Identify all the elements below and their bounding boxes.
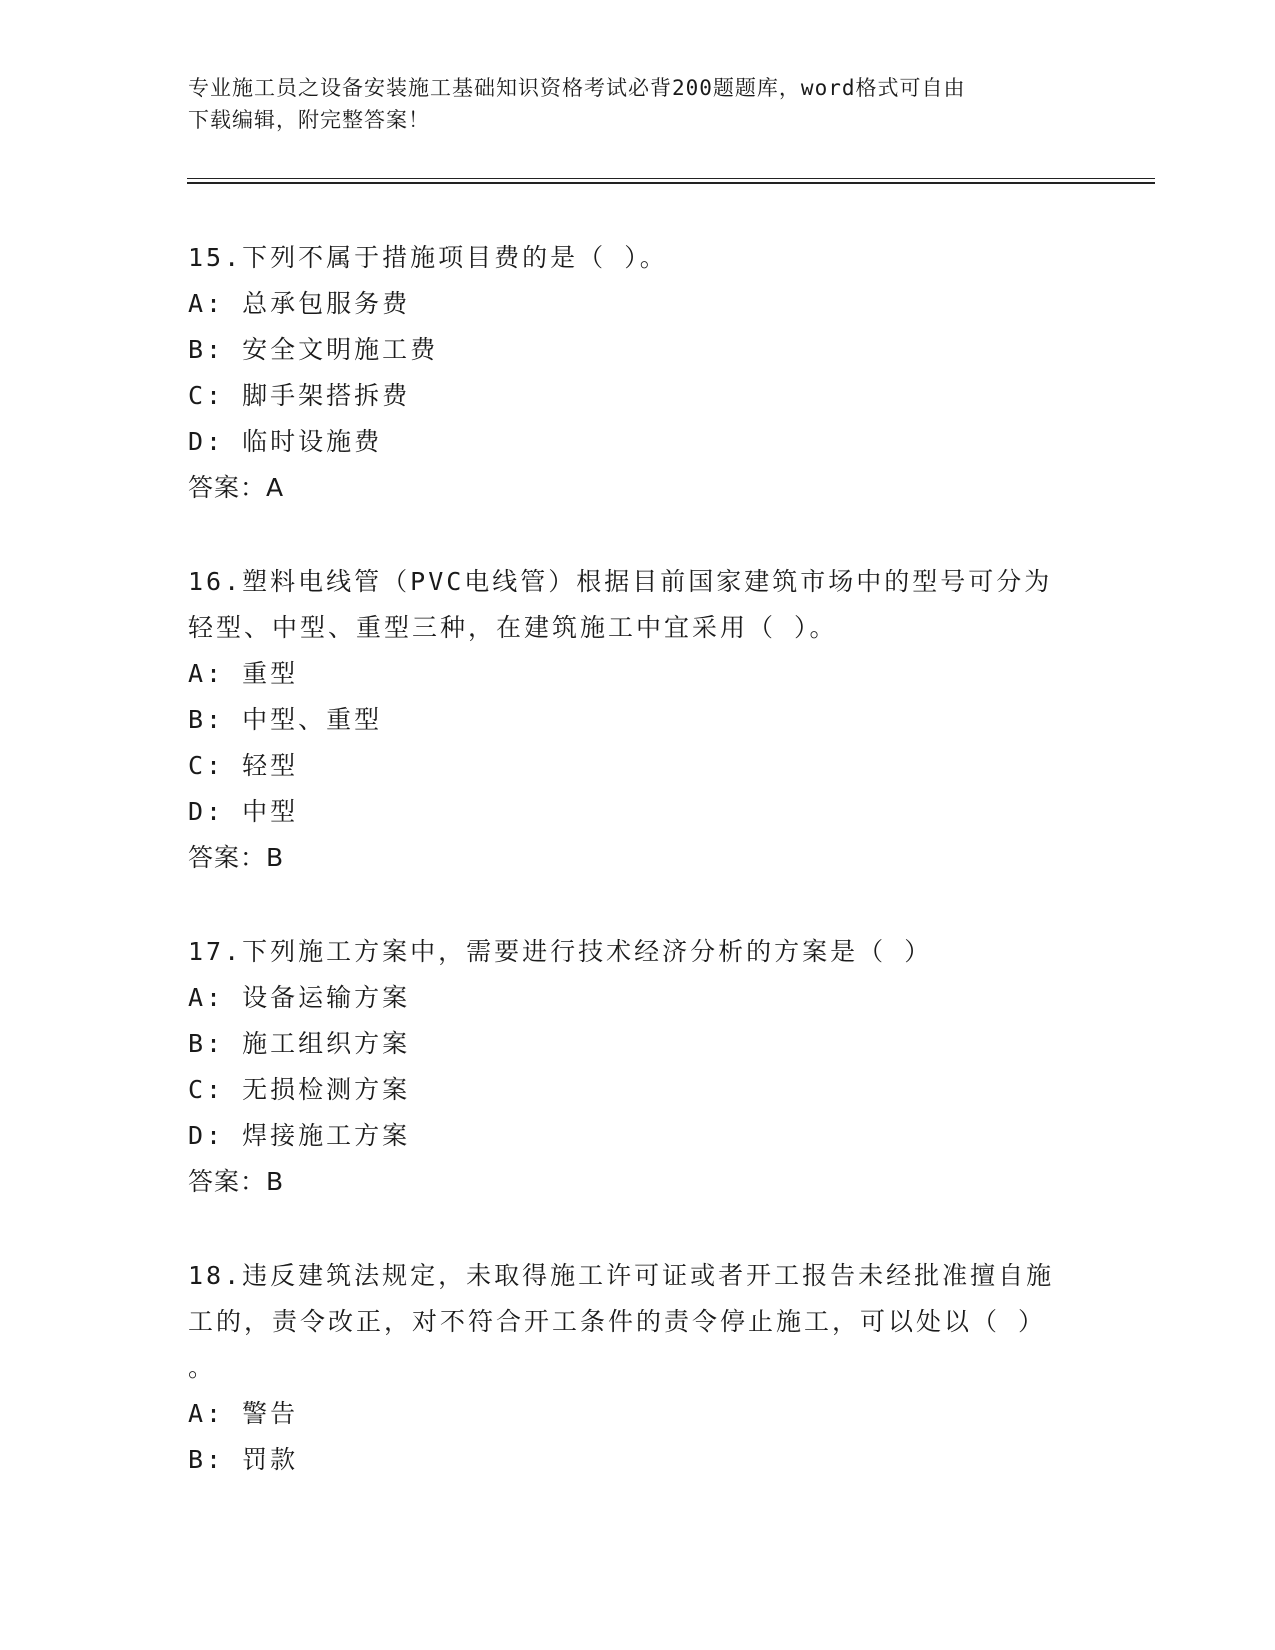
option-d: D: 临时设施费: [188, 427, 383, 456]
header-line-2: 下载编辑，附完整答案！: [188, 108, 430, 132]
header-divider-thin: [187, 178, 1155, 179]
option-b: B: 安全文明施工费: [188, 335, 439, 364]
question-stem-line-1: 16.塑料电线管（PVC电线管）根据目前国家建筑市场中的型号可分为: [188, 567, 1053, 596]
question-18: [188, 1253, 1088, 1483]
option-a: A: 警告: [188, 1399, 299, 1428]
question-stem-line-2: 轻型、中型、重型三种，在建筑施工中宜采用（ ）。: [188, 613, 838, 642]
question-16: [188, 559, 1088, 881]
question-stem-line-1: 18.违反建筑法规定，未取得施工许可证或者开工报告未经批准擅自施: [188, 1261, 1055, 1290]
answer: 答案：A: [188, 473, 285, 502]
question-17: [188, 929, 1088, 1205]
header-divider-thick: [187, 182, 1155, 184]
option-c: C: 轻型: [188, 751, 299, 780]
question-stem-line-3: 。: [188, 1353, 217, 1382]
option-b: B: 施工组织方案: [188, 1029, 411, 1058]
question-stem: 15.下列不属于措施项目费的是（ ）。: [188, 243, 668, 272]
option-b: B: 中型、重型: [188, 705, 383, 734]
answer: 答案：B: [188, 843, 285, 872]
question-list: [188, 235, 1088, 1531]
option-a: A: 重型: [188, 659, 299, 688]
option-c: C: 无损检测方案: [188, 1075, 411, 1104]
header-line-1: 专业施工员之设备安装施工基础知识资格考试必背200题题库，word格式可自由: [188, 76, 966, 100]
option-d: D: 焊接施工方案: [188, 1121, 411, 1150]
question-stem: 17.下列施工方案中，需要进行技术经济分析的方案是（ ）: [188, 937, 933, 966]
option-c: C: 脚手架搭拆费: [188, 381, 411, 410]
question-stem-line-2: 工的，责令改正，对不符合开工条件的责令停止施工，可以处以（ ）: [188, 1307, 1047, 1336]
option-b: B: 罚款: [188, 1445, 299, 1474]
option-a: A: 设备运输方案: [188, 983, 411, 1012]
question-15: [188, 235, 1088, 511]
option-d: D: 中型: [188, 797, 299, 826]
document-header: [188, 72, 1088, 136]
option-a: A: 总承包服务费: [188, 289, 411, 318]
answer: 答案：B: [188, 1167, 285, 1196]
